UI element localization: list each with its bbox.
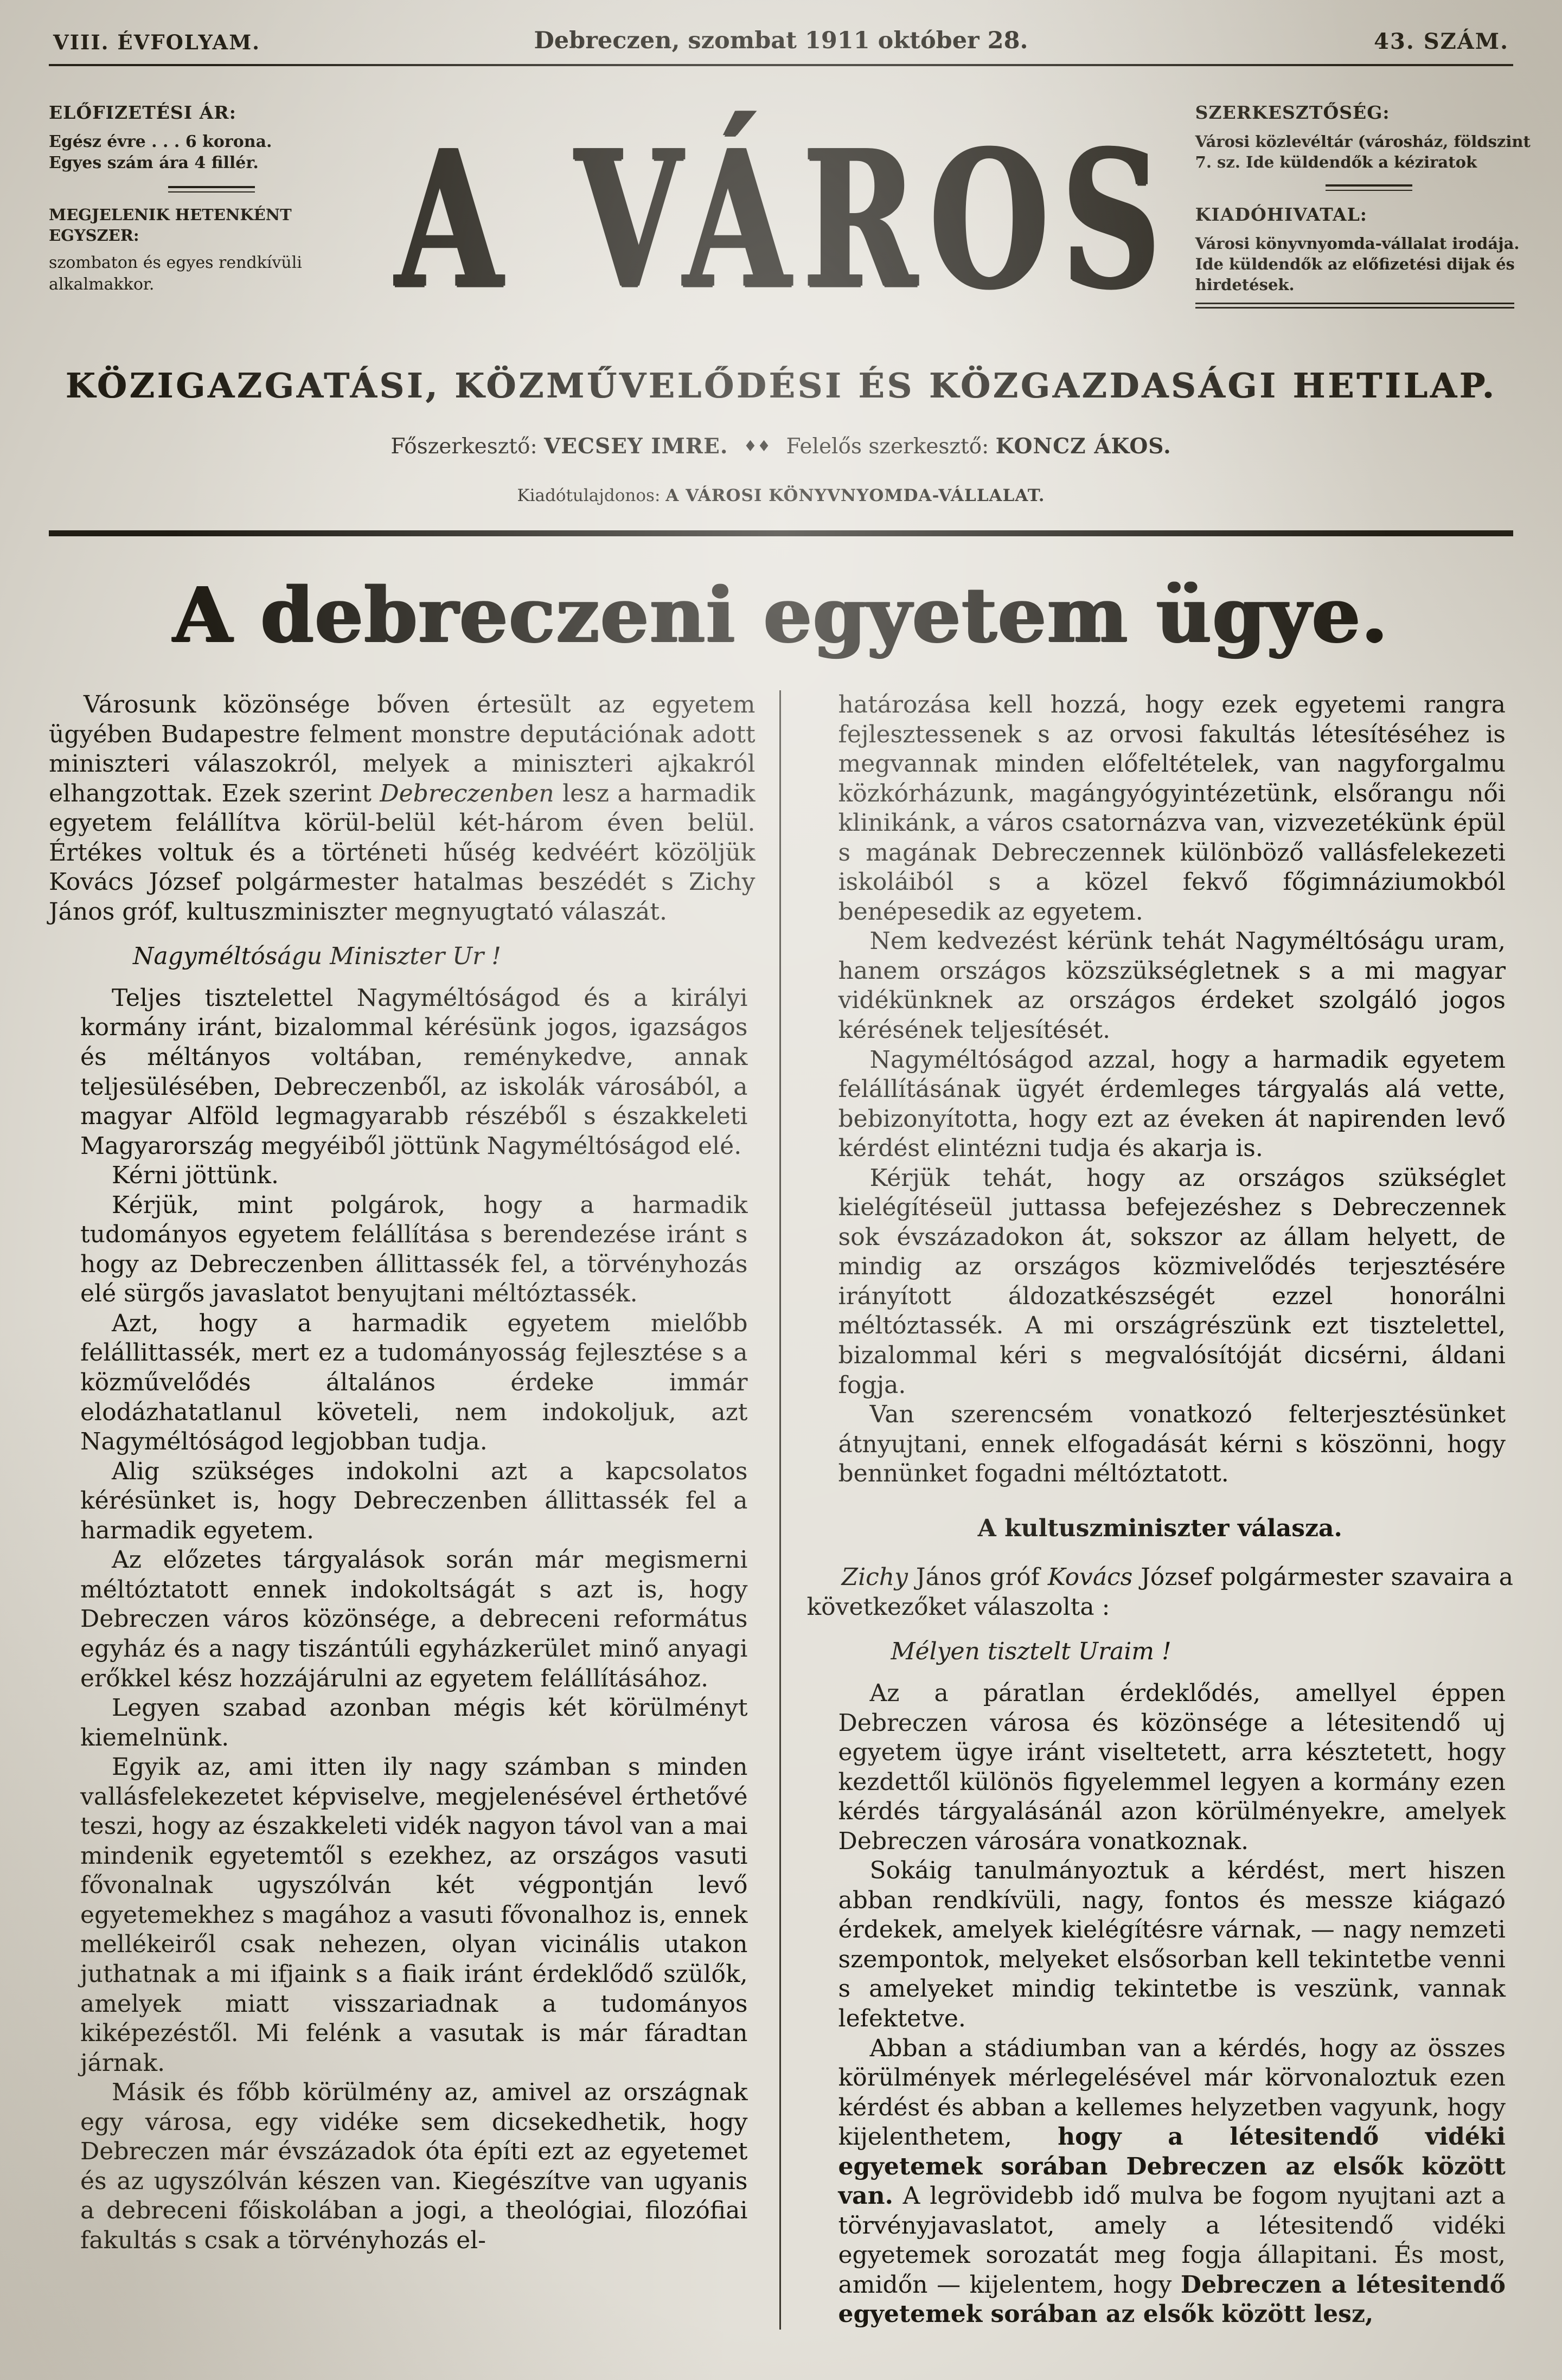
article-paragraph: Másik és főbb körülmény az, amivel az országnak egy városa, egy vidéke sem dicsekedhetik, hogy Debreczen már évszázadok óta építi ezt az egyetemet és az ugyszólván készen van. Kiegészítve van ugyanis a debreceni főiskolában a jogi, a theológiai, filozófiai fakultás s csak a törvényhozás el- <box>80 2079 748 2254</box>
editorial-office-header: SZERKESZTŐSÉG: <box>1195 102 1390 123</box>
owner-label: Kiadótulajdonos: <box>517 486 661 505</box>
article-paragraph: Legyen szabad azonban mégis két körülményt kiemelnünk. <box>80 1694 748 1752</box>
article-paragraph: Azt, hogy a harmadik egyetem mielőbb felállittassék, mert ez a tudományosság fejlesztése s a közművelődés általános érdeke immár elodázhatatlanul követeli, nem indokoljuk, azt Nagyméltóságod legjobban tudja. <box>80 1309 748 1456</box>
article-paragraph: Nagyméltóságod azzal, hogy a harmadik egyetem felállításának ügyét érdemleges tárgyalás alá vette, bebizonyította, hogy ezt az éveken át napirenden levő kérdést elintézni tudja és akarja is. <box>838 1045 1506 1163</box>
article-paragraph: Kérjük, mint polgárok, hogy a harmadik tudományos egyetem felállítása s berendezése iránt s hogy az Debreczenben állittassék fel, a törvényhozás elé sürgős javaslatot benyujtani méltóztassék. <box>80 1191 748 1308</box>
article-paragraph: Mélyen tisztelt Uraim ! <box>891 1638 1172 1666</box>
article-paragraph: Nem kedvezést kérünk tehát Nagyméltóságu uram, hanem országos közszükségletnek s a mi magyar vidékünknek az országos érdeket szolgáló jogos kérésének teljesítését. <box>838 927 1506 1044</box>
chief-editor-name: VECSEY IMRE. <box>544 434 728 459</box>
article-paragraph: határozása kell hozzá, hogy ezek egyetemi rangra fejlesztessenek s az orvosi fakultás létesítéséhez is megvannak minden előfeltételek, van nagyforgalmu közkórházunk, magángyógyintézetünk, elsőrangu női klinikánk, a város csatornázva van, vizvezetékünk épül s magának Debreczennek különböző vallásfelekezeti iskoláiból s a közel fekvő főgimnáziumokból benépesedik az egyetem. <box>838 691 1506 926</box>
issue-label: 43. SZÁM. <box>1374 29 1509 54</box>
article-paragraph: Van szerencsém vonatkozó felterjesztésünket átnyujtani, ennek elfogadását kérni s köszönni, hogy bennünket fogadni méltóztatott. <box>838 1401 1506 1488</box>
divider <box>49 530 1513 536</box>
article-paragraph: Teljes tisztelettel Nagyméltóságod és a királyi kormány iránt, bizalommal kérésünk jogos, igazságos és méltányos voltában, reménykedve, annak teljesülésében, Debreczenből, az iskolák városából, a magyar Alföld legmagyarabb részéből s északkeleti Magyarország megyéiből jöttünk Nagyméltóságod elé. <box>80 984 748 1160</box>
editorial-office-body: Városi közlevéltár (városház, földszint 7. sz. Ide küldendők a kéziratok <box>1195 132 1531 171</box>
newspaper-subtitle: KÖZIGAZGATÁSI, KÖZMŰVELŐDÉSI ÉS KÖZGAZDASÁGI HETILAP. <box>65 365 1497 406</box>
article-paragraph: Alig szükséges indokolni azt a kapcsolatos kérésünket is, hogy Debreczenben állittassék fel a harmadik egyetem. <box>80 1457 748 1544</box>
article <box>49 571 1513 2330</box>
article-paragraph: Zichy János gróf Kovács József polgármester szavaira a következőket válaszolta : <box>806 1563 1513 1621</box>
subscription-price-year: Egész évre . . . 6 korona. <box>49 132 272 151</box>
top-bar <box>49 18 1513 64</box>
article-paragraph: Városunk közönsége bőven értesült az egyetem ügyében Budapestre felment monstre deputációnak adott miniszteri válaszokról, melyek a miniszteri ajkakról elhangzottak. Ezek szerint Debreczenben lesz a harmadik egyetem felállítva körül-belül két-három éven belül. Értékes voltuk és a történeti hűség kedvéért közöljük Kovács József polgármester hatalmas beszédét s Zichy János gróf, kultuszminiszter megnyugtató válaszát. <box>49 691 756 926</box>
article-column-right <box>781 690 1514 2330</box>
divider <box>168 186 255 193</box>
newspaper-title: A VÁROS <box>396 109 1174 331</box>
article-paragraph: Sokáig tanulmányoztuk a kérdést, mert hiszen abban rendkívüli, nagy, fontos és messze kiágazó érdekek, amelyek kielégítésre várnak, — nagy nemzeti szempontok, melyeket elsősorban kell tekintetbe venni s amelyeket mindig tekintetbe is veszünk, vannak lefektetve. <box>838 1857 1506 2032</box>
subscription-header: ELŐFIZETÉSI ÁR: <box>49 102 236 123</box>
article-paragraph: Kérni jöttünk. <box>112 1162 279 1190</box>
diamond-separator-icon: ♦♦ <box>743 437 771 455</box>
article-paragraph: Az a páratlan érdeklődés, amellyel éppen Debreczen városa és közönsége a létesitendő uj egyetem ügye iránt viseltetett, arra késztetett, hogy kezdettől különös figyelemmel legyen a kormány ezen kérdés tárgyalásánál azon körülményekre, amelyek Debreczen városára vonatkoznak. <box>838 1679 1506 1855</box>
article-paragraph: Abban a stádiumban van a kérdés, hogy az összes körülmények mérlegelésével már körvonaloztuk ezen kérdést és abban a kellemes helyzetben vagyunk, hogy kijelenthetem, hogy a létesitendő vidéki egyetemek sorában Debreczen az elsők között van. A legrövidebb idő mulva be fogom nyujtani azt a törvényjavaslatot, amely a létesitendő vidéki egyetemek sorozatát meg fogja állapitani. És most, amidőn — kijelentem, hogy Debreczen a létesitendő egyetemek sorában az elsők között lesz, <box>838 2034 1506 2328</box>
subscription-price-single: Egyes szám ára 4 fillér. <box>49 153 259 173</box>
article-title: A debreczeni egyetem ügye. <box>173 571 1389 660</box>
dateline: Debreczen, szombat 1911 október 28. <box>534 27 1028 54</box>
owner-name: A VÁROSI KÖNYVNYOMDA-VÁLLALAT. <box>665 486 1045 505</box>
editors-line <box>49 434 1513 459</box>
responsible-editor-name: KONCZ ÁKOS. <box>995 434 1172 459</box>
responsible-editor-label: Felelős szerkesztő: <box>786 434 989 459</box>
frequency-body: szombaton és egyes rendkívüli alkalmakkor. <box>49 253 302 294</box>
publisher-info <box>1195 85 1542 309</box>
subscription-info <box>49 85 374 295</box>
article-columns <box>49 690 1513 2330</box>
article-paragraph: Egyik az, ami itten ily nagy számban s minden vallásfelekezetet képviselve, megjelenésével érthetővé teszi, hogy az északkeleti vidék nagyon távol van a mai mindenik egyetemtől s ezekhez, az országos vasuti fővonalnak ugyszólván két végpontján levő egyetemekhez s magához a vasuti fővonalhoz is, ennek mellékeiről csak nehezen, olyan vicinális utakon juthatnak a mi ifjaink s a fiaik iránt érdeklődő szülők, amelyek miatt visszariadnak a tudományos kiképezéstől. Mi felénk a vasutak is már fáradtan járnak. <box>80 1753 748 2077</box>
article-paragraph: Nagyméltóságu Miniszter Ur ! <box>133 942 501 971</box>
volume-label: VIII. ÉVFOLYAM. <box>53 30 261 54</box>
divider <box>1195 303 1515 309</box>
article-paragraph: Kérjük tehát, hogy az országos szükséglet kielégítéseül juttassa befejezéshez s Debreczennek sok évszázadokon át, sokszor az állam helyett, de mindig az országos közmivelődés terjesztésére irányított áldozatkészségét ezzel honorálni méltóztassék. A mi országrészünk ezt tisztelettel, bizalommal kéri s megvalósítóját dicsérni, áldani fogja. <box>838 1164 1506 1399</box>
chief-editor-label: Főszerkesztő: <box>390 434 537 459</box>
publishing-office-header: KIADÓHIVATAL: <box>1195 204 1367 226</box>
frequency-header: MEGJELENIK HETENKÉNT EGYSZER: <box>49 205 292 245</box>
publishing-office-body: Városi könyvnyomda-vállalat irodája. Ide küldendők az előfizetési dijak és hirdetések. <box>1195 234 1520 294</box>
article-paragraph: Az előzetes tárgyalások során már megismerni méltóztatott ennek indokoltságát s azt is, hogy Debreczen város közönsége, a debreceni református egyház és a nagy tiszántúli egyházkerület minő anyagi erőkkel kész hozzájárulni az egyetem felállításához. <box>80 1546 748 1692</box>
section-heading: A kultuszminiszter válasza. <box>977 1514 1342 1542</box>
divider <box>1326 184 1412 191</box>
masthead <box>49 66 1531 339</box>
article-column-left <box>49 690 781 2330</box>
owner-line <box>49 486 1513 505</box>
